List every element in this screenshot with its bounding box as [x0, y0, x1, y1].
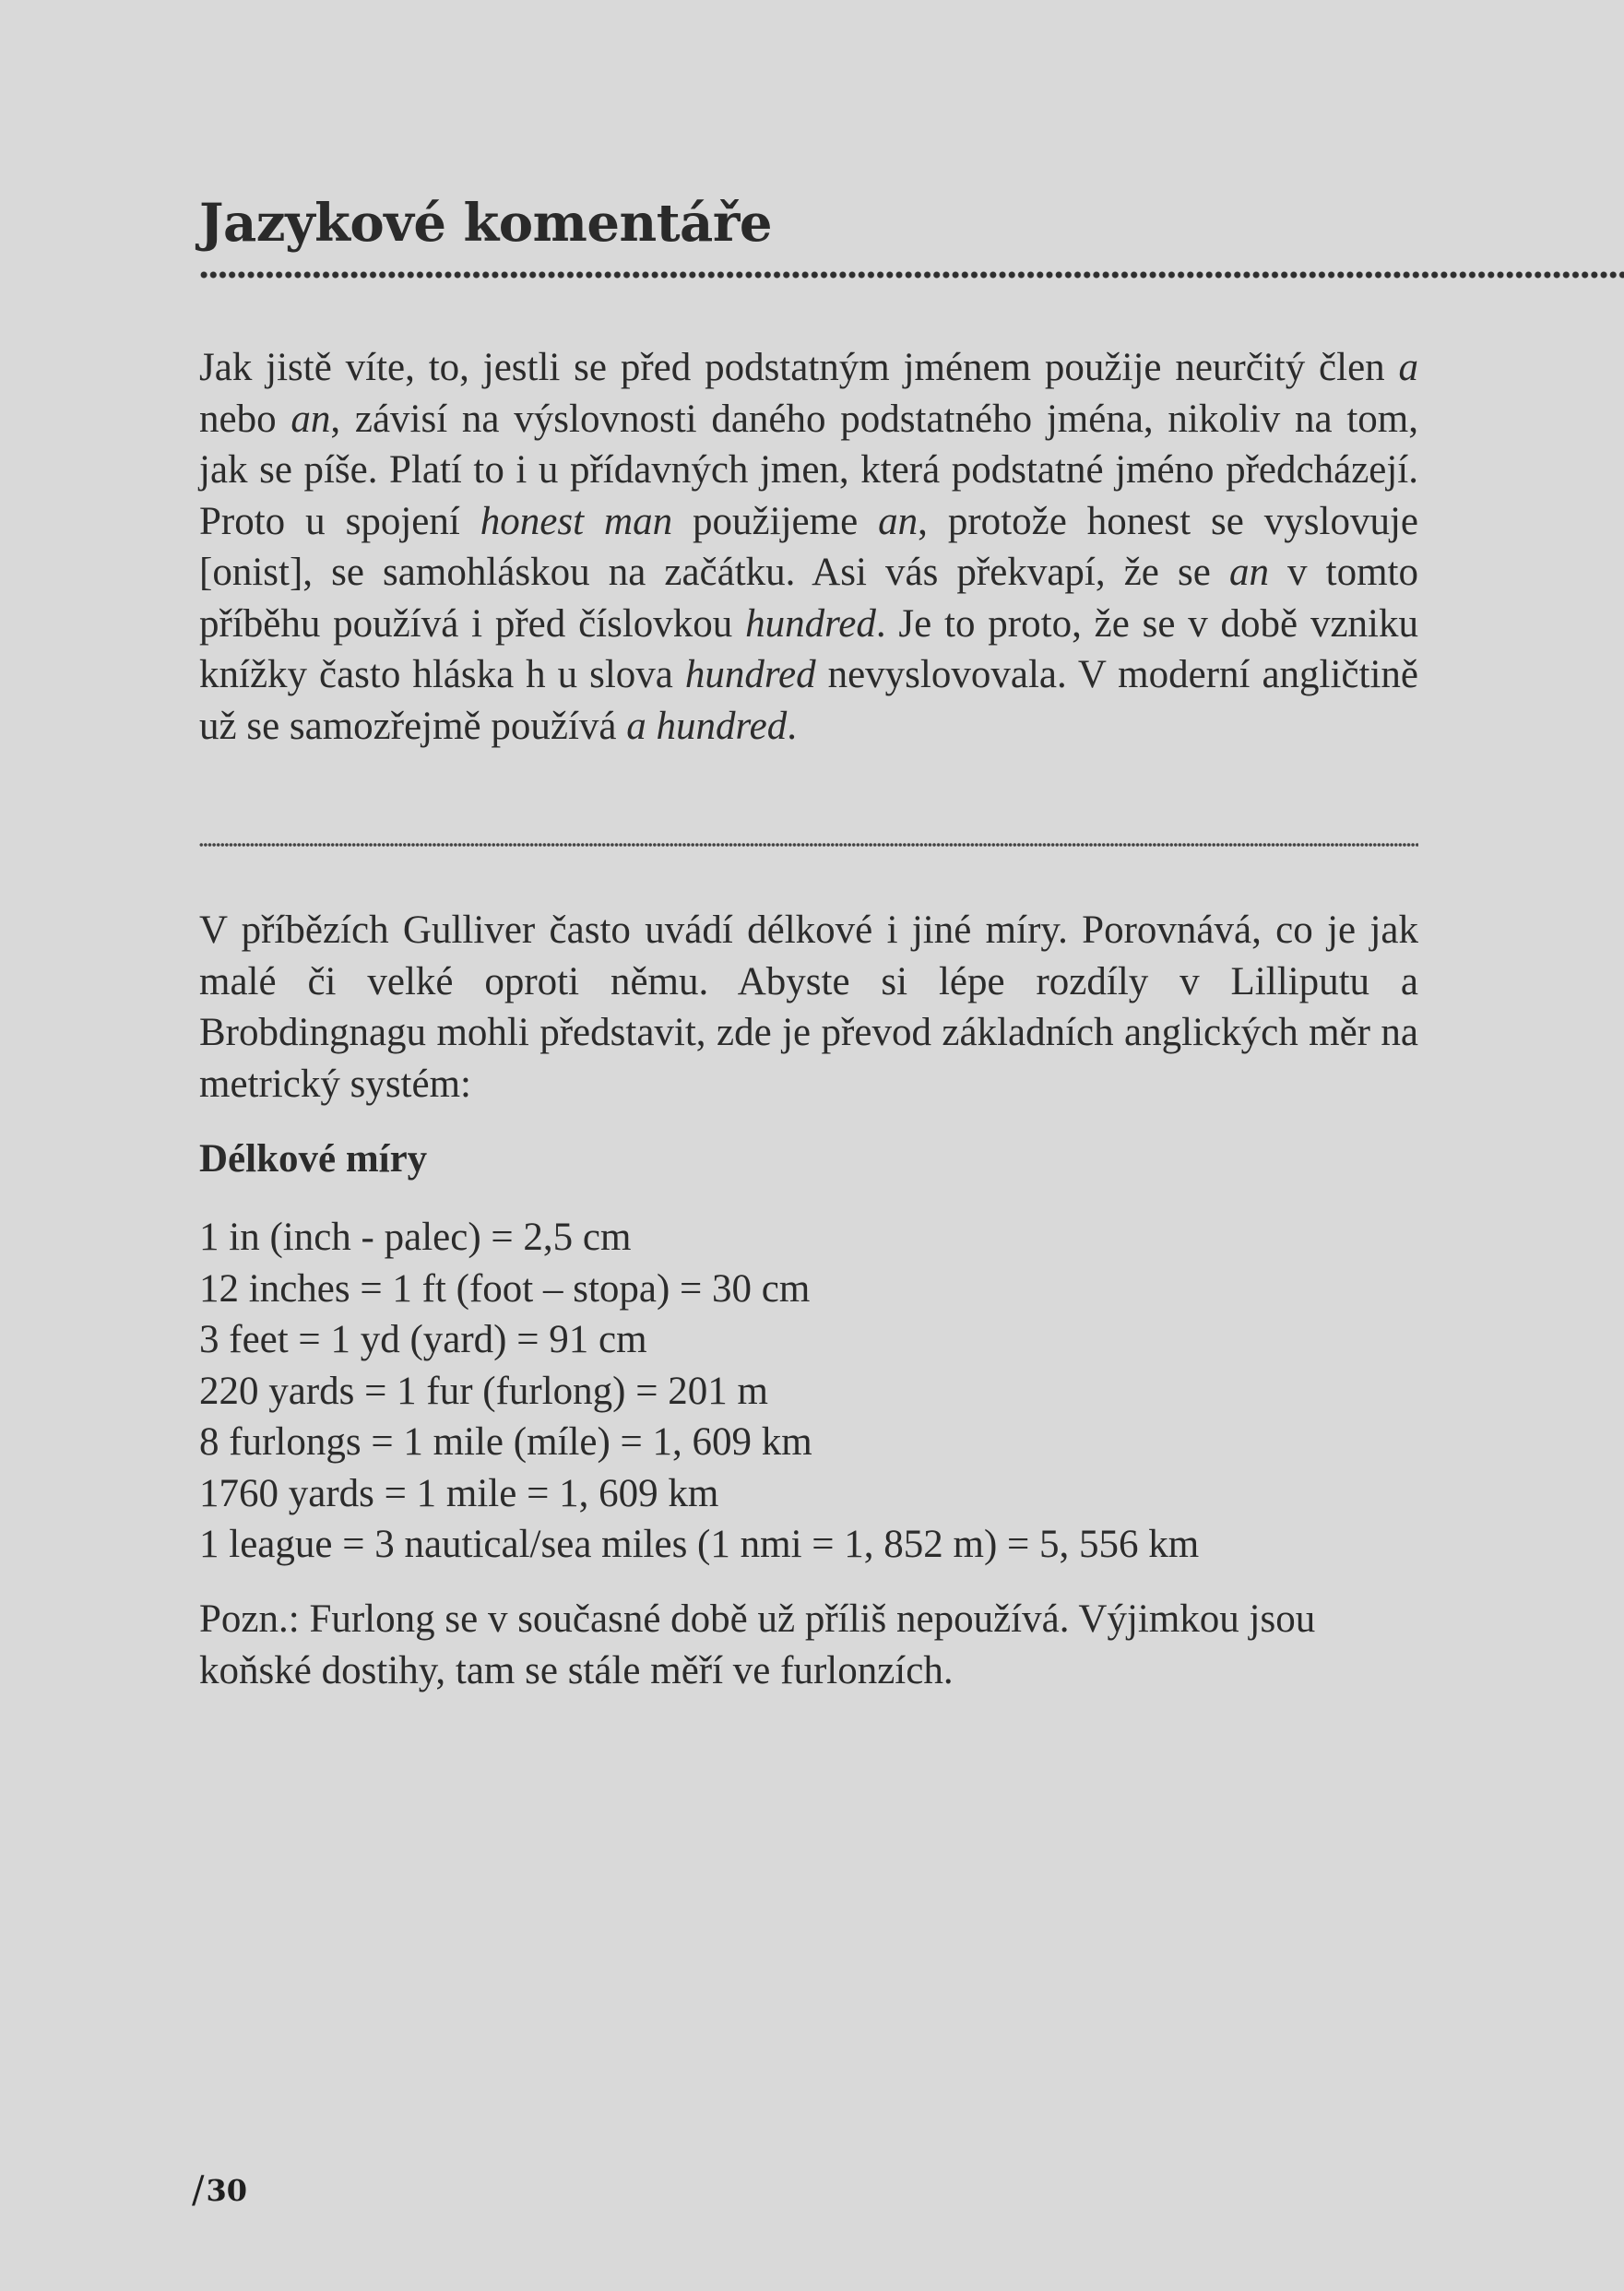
italic-term: an: [1228, 551, 1269, 594]
page-number: [192, 2167, 247, 2210]
paragraph-articles-text: [199, 342, 1418, 752]
paragraph-measures-intro-text: V příbězích Gulliver často uvádí délkové i jiné míry. Porovnává, co je jak malé či velké oproti němu. Abyste si lépe rozdíly v Lilliputu a Brobdingnagu mohli představit, zde je převod základních anglických měr na metrický systém:: [199, 908, 1418, 1106]
subheading-length-units: Délkové míry: [199, 1137, 428, 1181]
paragraph-measures-intro: [199, 905, 1418, 1110]
italic-term: an: [290, 397, 331, 441]
section-dotted-rule: [199, 842, 1418, 848]
text-run: použijeme: [672, 499, 879, 543]
note-text: Pozn.: Furlong se v současné době už příliš nepoužívá. Výjimkou jsou koňské dostihy, tam se stále měří ve furlonzích.: [199, 1597, 1316, 1692]
measure-item: 1 league = 3 nautical/sea miles (1 nmi = 1, 852 m) = 5, 556 km: [199, 1523, 1200, 1566]
italic-term: a: [1398, 346, 1418, 389]
note-paragraph: [199, 1594, 1418, 1696]
page-title: Jazykové komentáře: [199, 193, 772, 254]
measure-item: 220 yards = 1 fur (furlong) = 201 m: [199, 1369, 768, 1413]
text-run: . Je to proto, že se v době vzniku knížky často hláska h u slova: [199, 601, 1418, 696]
measures-list: [199, 1212, 1199, 1571]
paragraph-articles: [199, 342, 1418, 752]
measure-item: 1760 yards = 1 mile = 1, 609 km: [199, 1471, 719, 1515]
text-run: .: [787, 704, 797, 748]
italic-term: hundred: [745, 601, 876, 646]
measure-item: 12 inches = 1 ft (foot – stopa) = 30 cm: [199, 1266, 811, 1311]
page-number-value: 30: [206, 2173, 248, 2208]
measure-item: 8 furlongs = 1 mile (míle) = 1, 609 km: [199, 1420, 812, 1464]
text-run: nevyslovovala. V moderní angličtině už se samozřejmě používá: [199, 653, 1418, 748]
text-run: Jak jistě víte, to, jestli se před podstatným jménem použije neurčitý člen: [199, 346, 1399, 389]
italic-term: honest man: [480, 499, 673, 543]
text-run: , protože honest se vyslovuje [onist], se samohláskou na začátku. Asi vás překvapí, že se: [199, 499, 1418, 594]
italic-term: an: [878, 499, 919, 543]
title-dotted-rule: [199, 269, 1624, 280]
text-run: v tomto příběhu používá i před číslovkou: [199, 551, 1418, 646]
page-number-slash: /: [192, 2169, 205, 2212]
measure-item: 1 in (inch - palec) = 2,5 cm: [199, 1216, 632, 1259]
measure-item: 3 feet = 1 yd (yard) = 91 cm: [199, 1318, 647, 1361]
italic-term: a hundred: [626, 704, 788, 748]
text-run: nebo: [199, 397, 291, 441]
text-run: , závisí na výslovnosti daného podstatného jména, nikoliv na tom, jak se píše. Platí to i u přídavných jmen, která podstatné jméno předcházejí. Proto u spojení: [199, 397, 1419, 543]
italic-term: hundred: [684, 653, 816, 696]
